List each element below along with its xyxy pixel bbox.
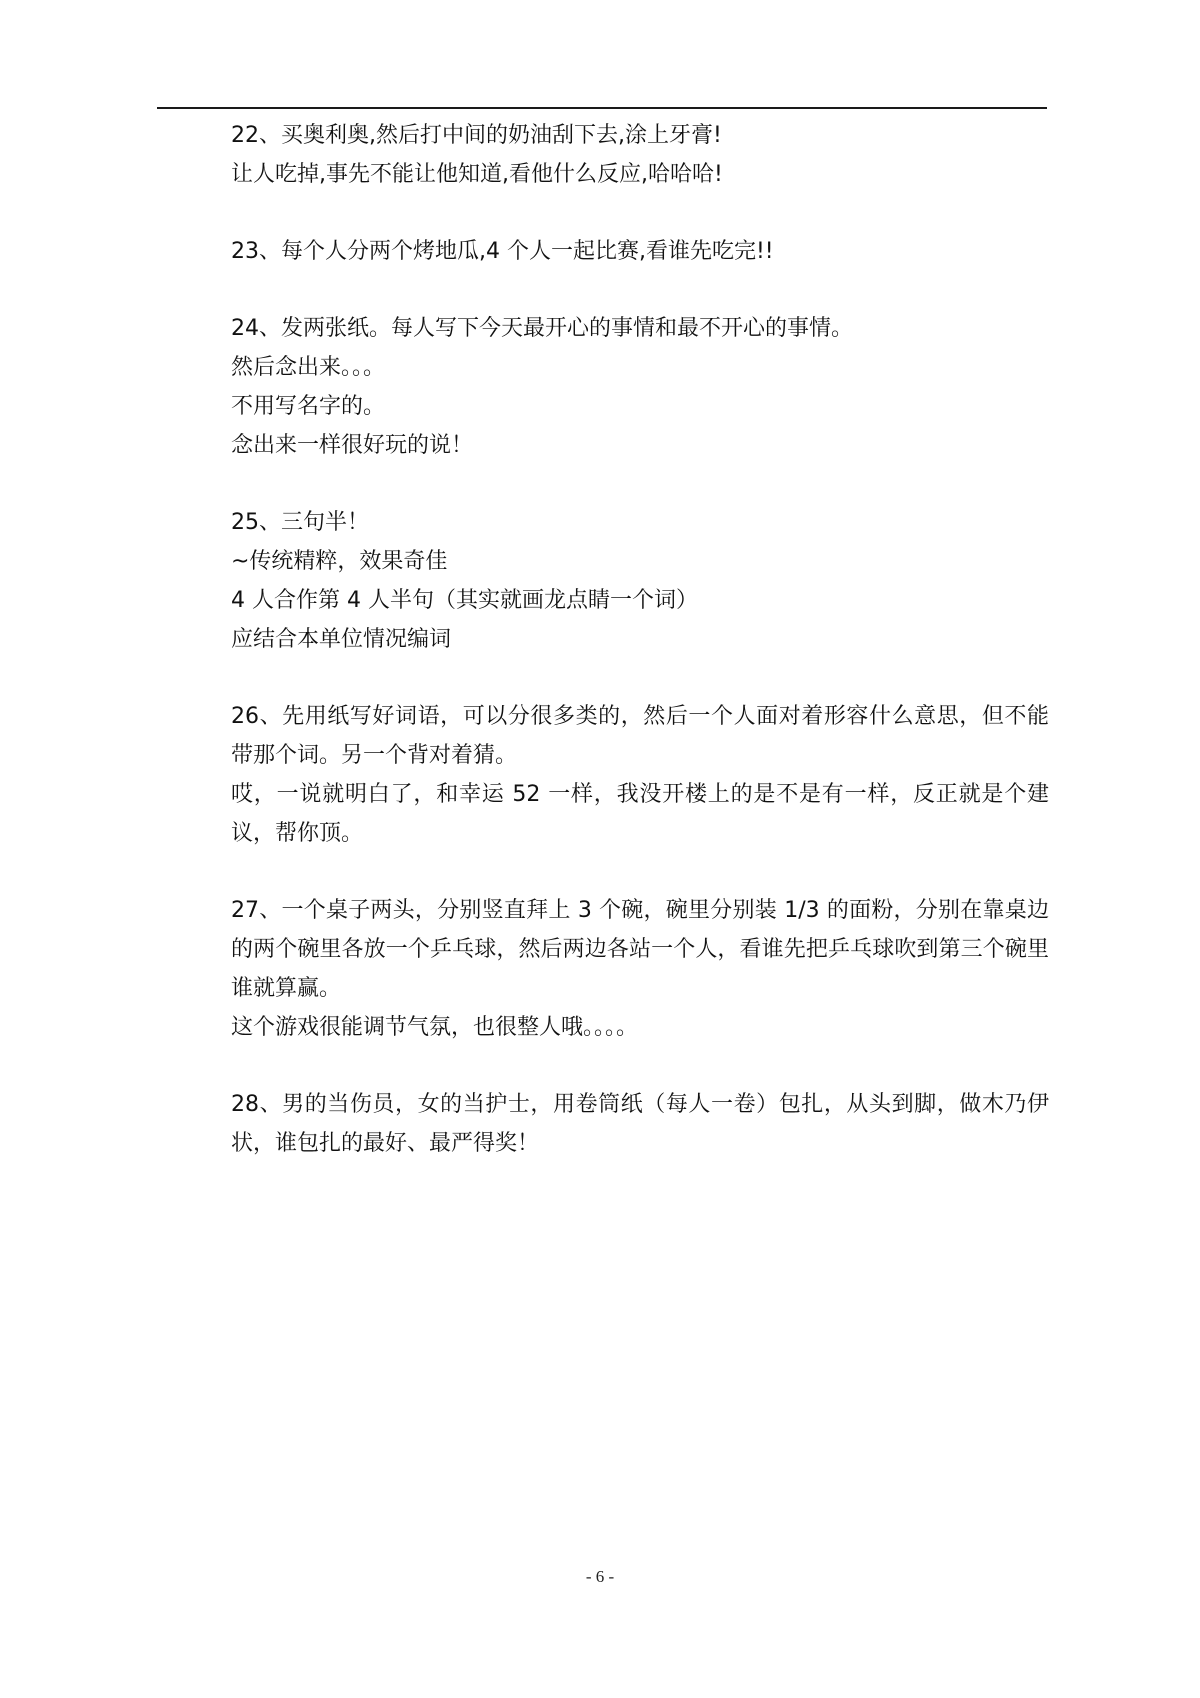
item-25-line-1: 25、三句半！ <box>231 510 369 535</box>
item-25-line-3: 4 人合作第 4 人半句（其实就画龙点睛一个词） <box>231 588 698 613</box>
list-item-23 <box>231 232 1049 271</box>
document-body <box>231 116 1049 1201</box>
item-22-line-1: 22、买奥利奥,然后打中间的奶油刮下去,涂上牙膏! <box>231 123 722 148</box>
item-28-paragraph-1: 28、男的当伤员，女的当护士，用卷筒纸（每人一卷）包扎，从头到脚，做木乃伊状，谁包扎的最好、最严得奖！ <box>231 1092 1049 1156</box>
item-24-line-1: 24、发两张纸。每人写下今天最开心的事情和最不开心的事情。 <box>231 316 853 341</box>
list-item-26 <box>231 697 1049 853</box>
item-26-paragraph-1: 26、先用纸写好词语，可以分很多类的，然后一个人面对着形容什么意思，但不能带那个词。另一个背对着猜。 <box>231 704 1049 768</box>
list-item-27 <box>231 891 1049 1047</box>
item-25-line-2: ~传统精粹，效果奇佳 <box>231 549 448 574</box>
item-24-line-2: 然后念出来。。。 <box>231 355 386 380</box>
item-22-line-2: 让人吃掉,事先不能让他知道,看他什么反应,哈哈哈! <box>231 162 723 187</box>
item-26-paragraph-2: 哎，一说就明白了，和幸运 52 一样，我没开楼上的是不是有一样，反正就是个建议，帮你顶。 <box>231 782 1049 846</box>
list-item-25 <box>231 503 1049 659</box>
item-24-line-4: 念出来一样很好玩的说！ <box>231 433 474 458</box>
item-23-line-1: 23、每个人分两个烤地瓜,4 个人一起比赛,看谁先吃完!! <box>231 239 774 264</box>
item-25-line-4: 应结合本单位情况编词 <box>231 627 452 652</box>
list-item-22 <box>231 116 1049 194</box>
item-27-paragraph-2: 这个游戏很能调节气氛，也很整人哦。。。。 <box>231 1015 639 1040</box>
item-27-paragraph-1: 27、一个桌子两头，分别竖直拜上 3 个碗，碗里分别装 1/3 的面粉，分别在靠桌边的两个碗里各放一个乒乓球，然后两边各站一个人，看谁先把乒乓球吹到第三个碗里谁就算赢。 <box>231 898 1049 1001</box>
page-number: - 6 - <box>585 1567 615 1586</box>
list-item-24 <box>231 309 1049 465</box>
item-24-line-3: 不用写名字的。 <box>231 394 386 419</box>
list-item-28 <box>231 1085 1049 1163</box>
header-rule <box>157 107 1047 109</box>
